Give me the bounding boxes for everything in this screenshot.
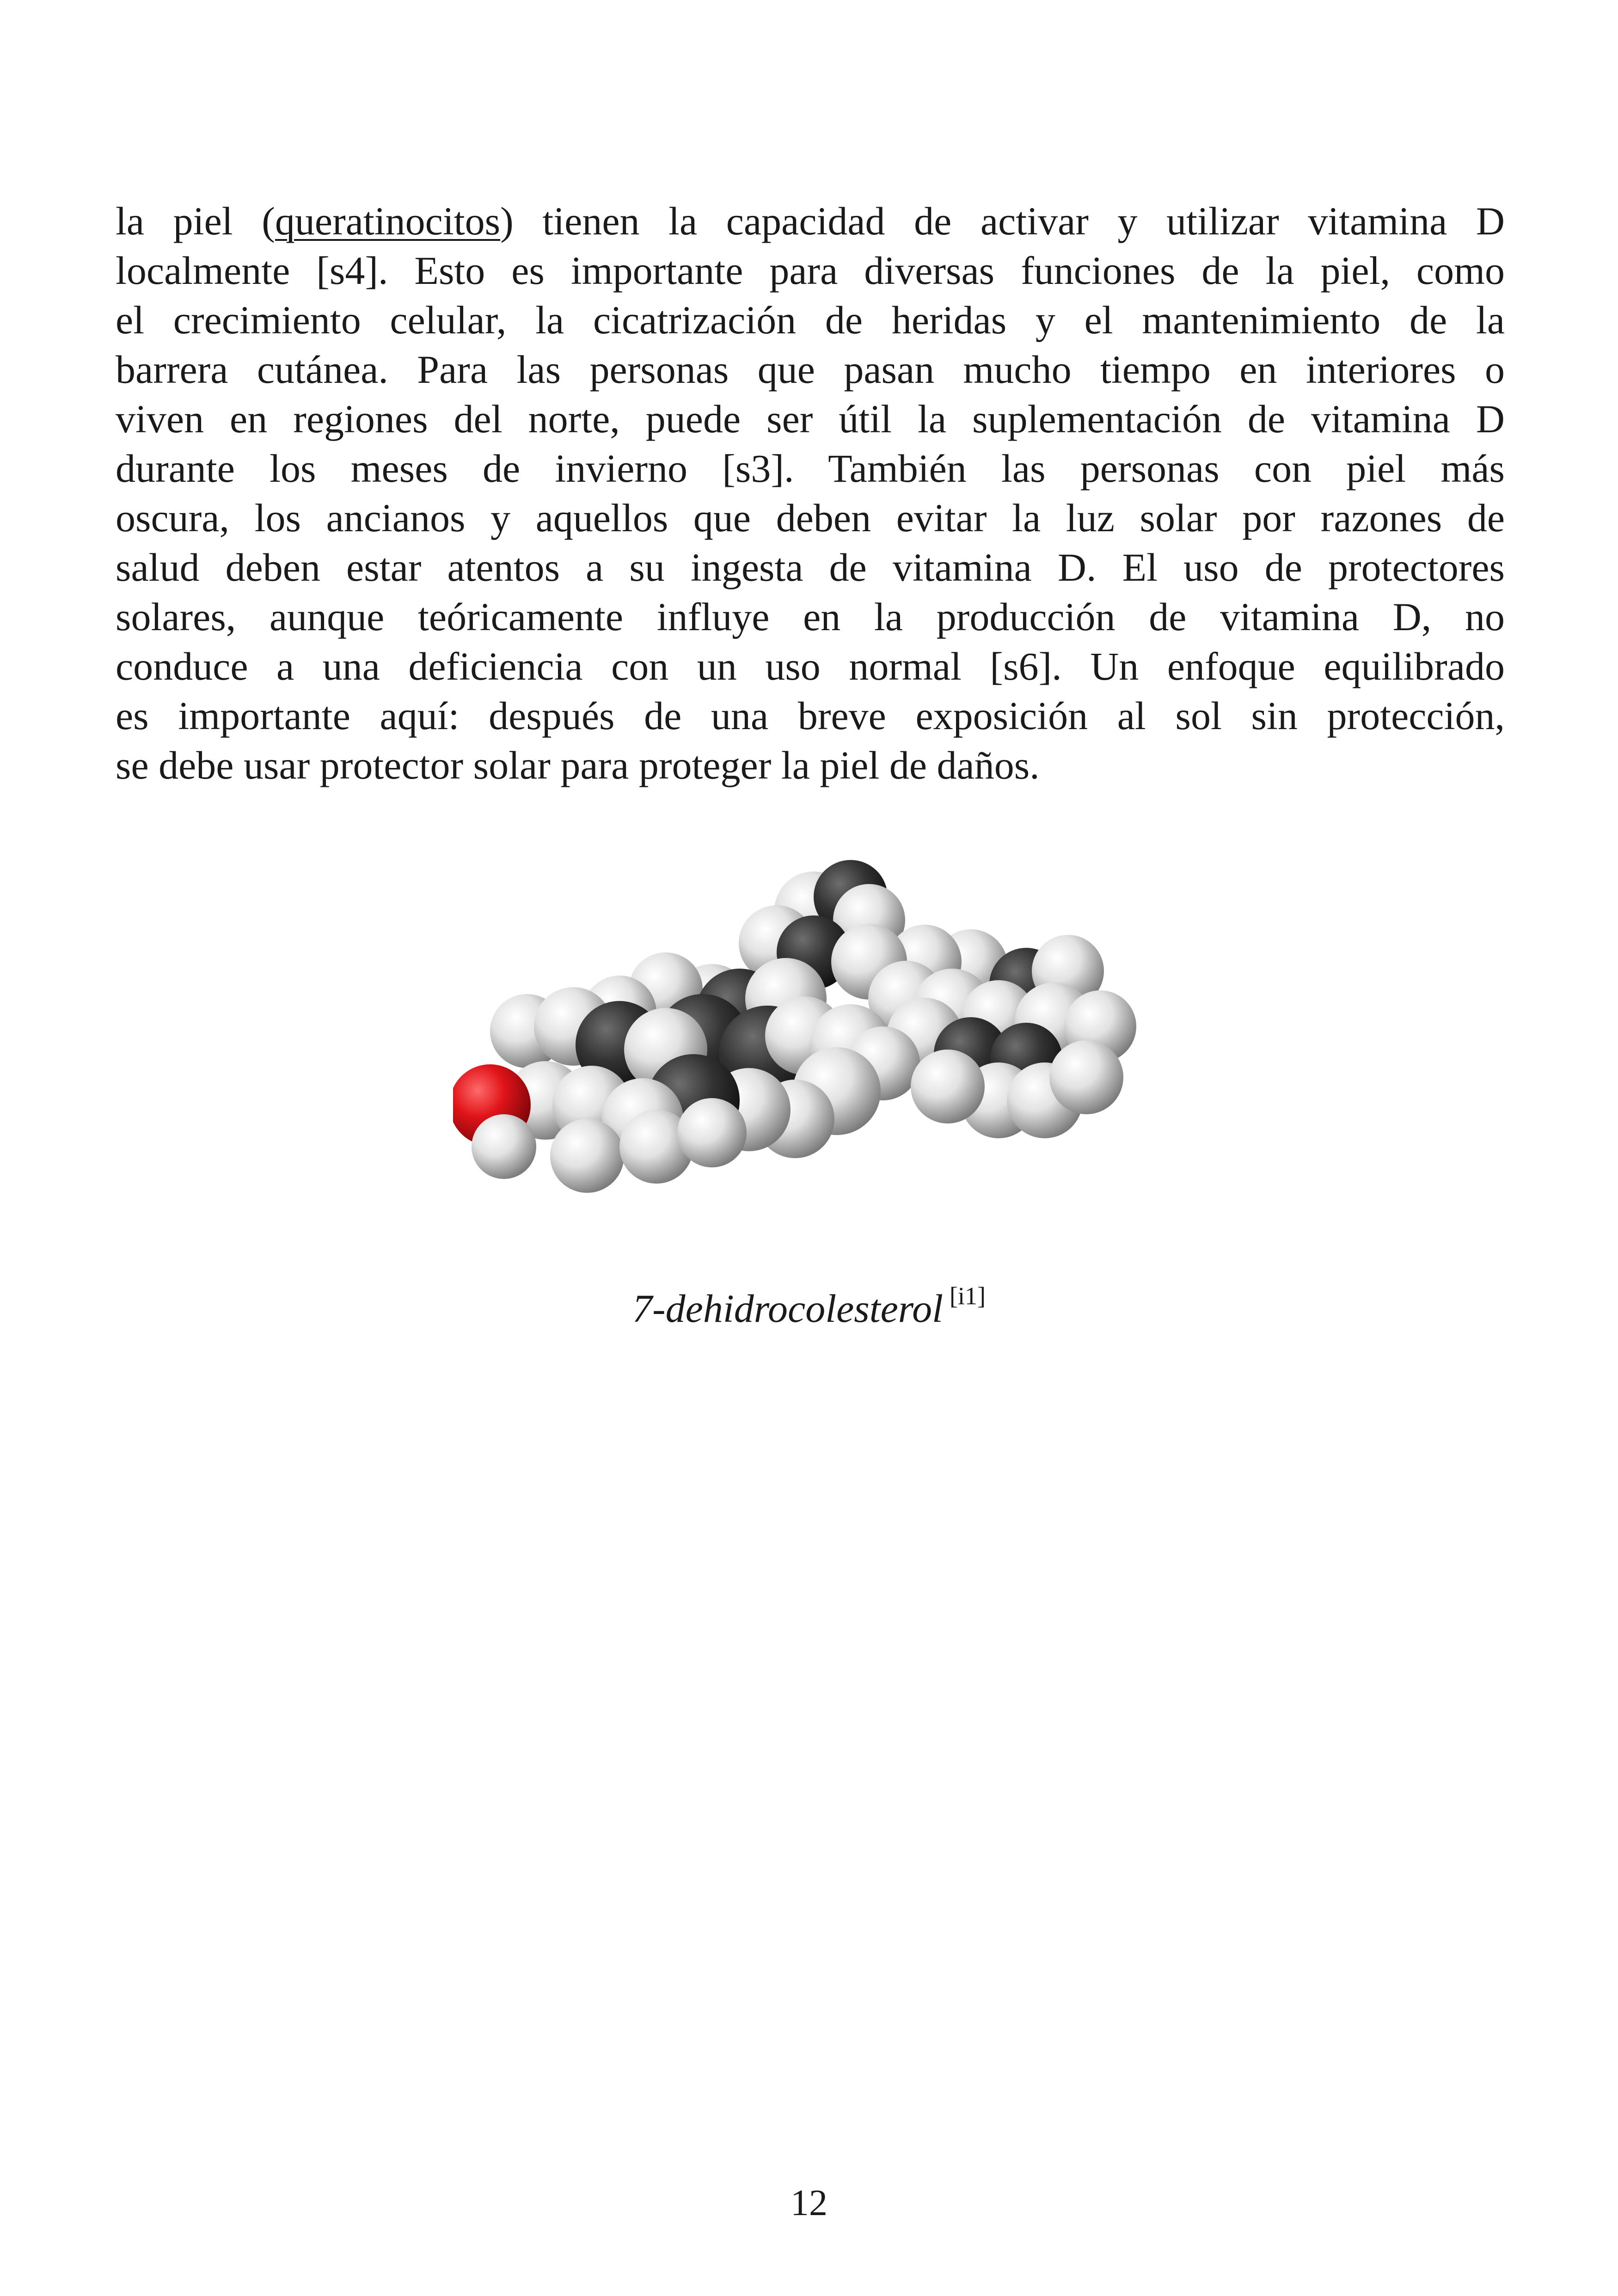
image-reference[interactable]: [i1] (949, 1282, 986, 1310)
atom-group (453, 860, 1136, 1193)
text-line (116, 196, 1505, 246)
text-line: se debe usar protector solar para proteger la piel de daños. (116, 743, 1040, 787)
page-number: 12 (791, 2183, 827, 2223)
queratinocitos-link[interactable]: queratinocitos (275, 199, 501, 243)
hydrogen-atom (911, 1050, 985, 1123)
hydrogen-atom (1049, 1040, 1123, 1114)
molecule-figure (453, 860, 1174, 1230)
text-line: durante los meses de invierno [s3]. También las personas con piel más (116, 446, 1505, 491)
text-segment: la piel ( (116, 199, 275, 243)
text-line: localmente [s4]. Esto es importante para diversas funciones de la piel, como (116, 248, 1505, 293)
text-line: solares, aunque teóricamente influye en la producción de vitamina D, no (116, 595, 1505, 639)
text-line: es importante aquí: después de una breve exposición al sol sin protección, (116, 694, 1505, 738)
body-paragraph (116, 196, 1505, 790)
text-segment: ) tienen la capacidad de activar y utilizar vitamina D (500, 199, 1505, 243)
molecule-model-image (453, 860, 1174, 1230)
text-line: barrera cutánea. Para las personas que pasan mucho tiempo en interiores o (116, 347, 1505, 392)
caption-title: 7-dehidrocolesterol (632, 1286, 943, 1331)
hydrogen-atom (472, 1114, 536, 1179)
text-line: conduce a una deficiencia con un uso normal [s6]. Un enfoque equilibrado (116, 644, 1505, 688)
figure-caption (0, 1282, 1618, 1332)
hydrogen-atom (550, 1119, 624, 1193)
text-line: el crecimiento celular, la cicatrización de heridas y el mantenimiento de la (116, 298, 1505, 342)
text-line: oscura, los ancianos y aquellos que deben evitar la luz solar por razones de (116, 496, 1505, 540)
text-line: viven en regiones del norte, puede ser útil la suplementación de vitamina D (116, 397, 1505, 441)
hydrogen-atom (677, 1098, 747, 1167)
text-line: salud deben estar atentos a su ingesta de vitamina D. El uso de protectores (116, 545, 1505, 589)
